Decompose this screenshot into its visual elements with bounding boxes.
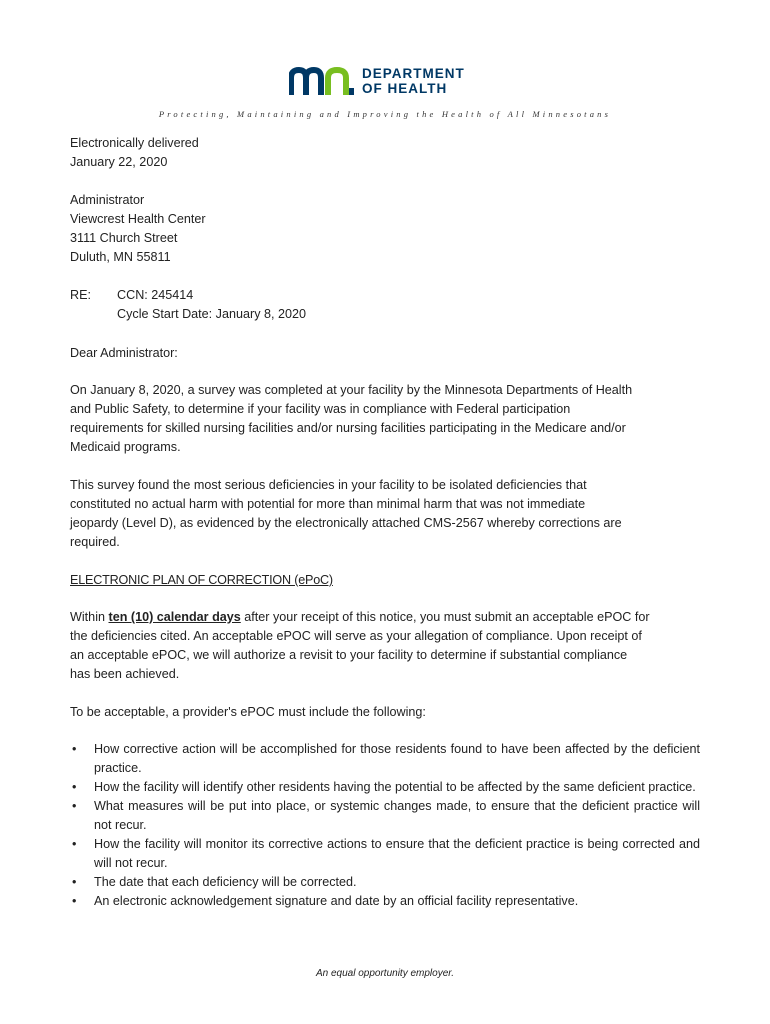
re-details bbox=[117, 286, 306, 324]
re-label: RE: bbox=[70, 288, 91, 302]
paragraph-line: has been achieved. bbox=[70, 667, 180, 681]
recipient-line: Administrator bbox=[70, 193, 145, 207]
paragraph-survey bbox=[70, 381, 700, 457]
paragraph-line: constituted no actual harm with potential for more than minimal harm that was not immediate bbox=[70, 497, 586, 511]
paragraph-rest: after your receipt of this notice, you must submit an acceptable ePOC for bbox=[240, 610, 650, 624]
minnesota-mn-logo-icon bbox=[289, 66, 355, 96]
list-item-text: How the facility will monitor its corrective actions to ensure that the deficient practice is being corrected and will not recur. bbox=[94, 837, 700, 870]
paragraph-requirements-intro: To be acceptable, a provider's ePOC must include the following: bbox=[70, 705, 426, 719]
footer-eeo: An equal opportunity employer. bbox=[315, 968, 455, 979]
paragraph-line: This survey found the most serious deficiencies in your facility to be isolated deficiencies that bbox=[70, 478, 587, 492]
bullet-icon: • bbox=[72, 894, 77, 908]
bullet-icon: • bbox=[72, 837, 77, 851]
bullet-icon: • bbox=[72, 780, 77, 794]
logo-text bbox=[362, 66, 465, 96]
paragraph-line bbox=[70, 608, 700, 627]
list-item-text: The date that each deficiency will be corrected. bbox=[94, 875, 357, 889]
bullet-icon: • bbox=[72, 875, 77, 889]
logo-line-2: OF HEALTH bbox=[362, 81, 448, 96]
paragraph-line: an acceptable ePOC, we will authorize a revisit to your facility to determine if substantial compliance bbox=[70, 648, 628, 662]
salutation: Dear Administrator: bbox=[70, 346, 178, 360]
ccn: CCN: 245414 bbox=[117, 288, 194, 302]
paragraph-deficiencies bbox=[70, 476, 700, 552]
bullet-icon: • bbox=[72, 742, 77, 756]
tagline: Protecting, Maintaining and Improving the Health of All Minnesotans bbox=[158, 109, 612, 119]
paragraph-line: and Public Safety, to determine if your facility was in compliance with Federal participation bbox=[70, 402, 571, 416]
mdh-logo bbox=[289, 64, 489, 98]
delivery-method: Electronically delivered bbox=[70, 136, 199, 150]
list-item bbox=[70, 797, 700, 835]
paragraph-line: jeopardy (Level D), as evidenced by the electronically attached CMS-2567 whereby corrections are bbox=[70, 516, 622, 530]
paragraph-line: Medicaid programs. bbox=[70, 440, 181, 454]
list-item bbox=[70, 835, 700, 873]
cycle-start-date: Cycle Start Date: January 8, 2020 bbox=[117, 307, 307, 321]
recipient-line: 3111 Church Street bbox=[70, 231, 178, 245]
paragraph-prefix: Within bbox=[70, 610, 109, 624]
logo-line-1: DEPARTMENT bbox=[362, 66, 465, 81]
list-item-text: How the facility will identify other residents having the potential to be affected by the same deficient practice. bbox=[94, 780, 696, 794]
paragraph-line: the deficiencies cited. An acceptable ePOC will serve as your allegation of compliance. Upon receipt of bbox=[70, 629, 642, 643]
list-item-text: An electronic acknowledgement signature and date by an official facility representative. bbox=[94, 894, 579, 908]
deadline-emphasis: ten (10) calendar days bbox=[108, 610, 241, 624]
list-item bbox=[70, 873, 700, 892]
list-item bbox=[70, 740, 700, 778]
recipient-address bbox=[70, 191, 700, 267]
paragraph-epoc bbox=[70, 608, 700, 684]
list-item-text: How corrective action will be accomplished for those residents found to have been affected by the deficient practice. bbox=[94, 742, 700, 775]
requirements-list bbox=[70, 740, 700, 911]
paragraph-line: requirements for skilled nursing facilities and/or nursing facilities participating in the Medicare and/or bbox=[70, 421, 626, 435]
list-item bbox=[70, 778, 700, 797]
list-item bbox=[70, 892, 700, 911]
list-item-text: What measures will be put into place, or systemic changes made, to ensure that the deficient practice will not recur. bbox=[94, 799, 700, 832]
section-heading-epoc: ELECTRONIC PLAN OF CORRECTION (ePoC) bbox=[70, 573, 333, 587]
paragraph-line: required. bbox=[70, 535, 120, 549]
paragraph-line: On January 8, 2020, a survey was completed at your facility by the Minnesota Departments of Health bbox=[70, 383, 633, 397]
delivery-block bbox=[70, 134, 700, 172]
recipient-line: Duluth, MN 55811 bbox=[70, 250, 171, 264]
letter-date: January 22, 2020 bbox=[70, 155, 168, 169]
recipient-line: Viewcrest Health Center bbox=[70, 212, 206, 226]
bullet-icon: • bbox=[72, 799, 77, 813]
